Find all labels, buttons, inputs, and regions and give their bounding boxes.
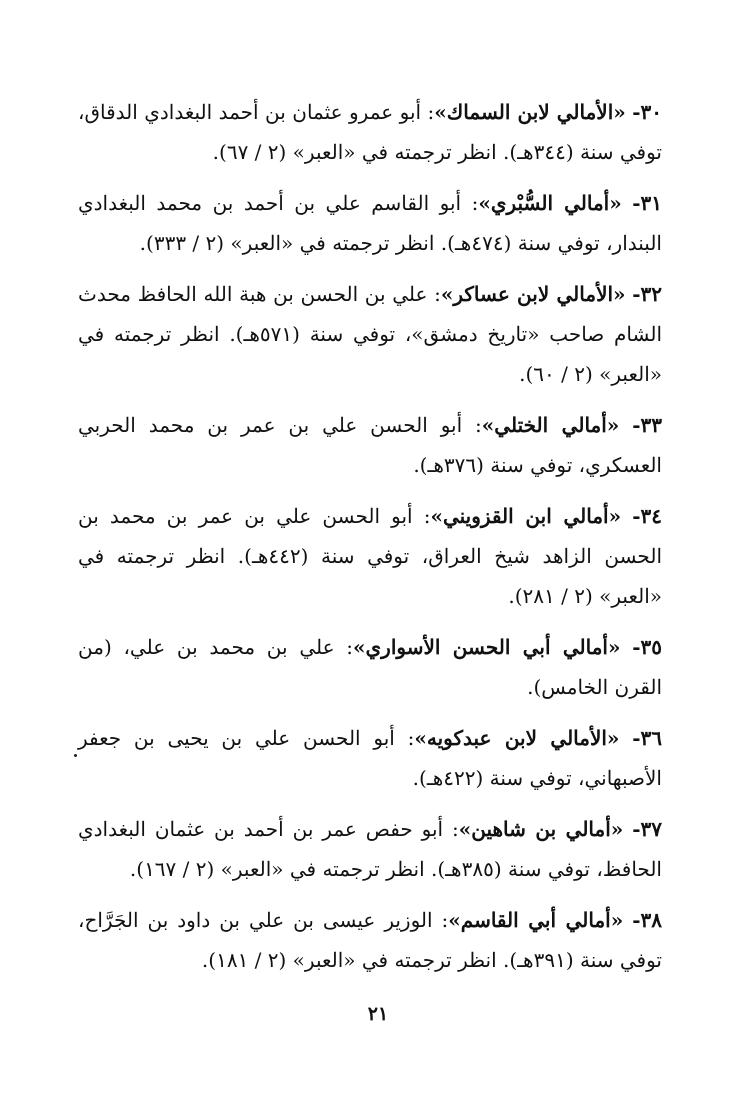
entry-33 [78, 405, 662, 485]
entry-title: «الأمالي لابن عساكر» [440, 282, 626, 306]
entry-text: : أبو الحسن علي بن يحيى بن جعفر الأصبهاني، توفي سنة (٤٢٢هـ). [78, 726, 662, 790]
entry-title: «أمالي الختلي» [481, 413, 620, 437]
entry-text: : أبو الحسن علي بن عمر بن محمد الحربي العسكري، توفي سنة (٣٧٦هـ). [78, 413, 662, 477]
entry-text: : أبو القاسم علي بن أحمد بن محمد البغدادي البندار، توفي سنة (٤٧٤هـ). انظر ترجمته في «العبر» (٢ / ٣٣٣). [78, 191, 662, 255]
entry-36 [78, 718, 662, 798]
entry-text: : أبو عمرو عثمان بن أحمد البغدادي الدقاق، توفي سنة (٣٤٤هـ). انظر ترجمته في «العبر» (٢ / ٦٧). [78, 100, 662, 164]
entry-title: «أمالي أبي الحسن الأسواري» [353, 635, 621, 659]
entry-38 [78, 900, 662, 980]
entry-number: ٣٧- [632, 817, 663, 841]
amali-entries-list [78, 92, 662, 991]
entry-title: «الأمالي لابن عبدكويه» [414, 726, 620, 750]
entry-text: : علي بن محمد بن علي، (من القرن الخامس). [78, 635, 662, 699]
entry-text: : أبو حفص عمر بن أحمد بن عثمان البغدادي الحافظ، توفي سنة (٣٨٥هـ). انظر ترجمته في «العبر» (٢ / ١٦٧). [78, 817, 662, 881]
page-number: ٢١ [367, 1003, 389, 1025]
entry-35 [78, 627, 662, 707]
entry-text: : علي بن الحسن بن هبة الله الحافظ محدث الشام صاحب «تاريخ دمشق»، توفي سنة (٥٧١هـ). انظر ترجمته في «العبر» (٢ / ٦٠). [78, 282, 662, 386]
entry-text: : أبو الحسن علي بن عمر بن محمد بن الحسن الزاهد شيخ العراق، توفي سنة (٤٤٢هـ). انظر ترجمته في «العبر» (٢ / ٢٨١). [78, 504, 662, 608]
entry-34 [78, 496, 662, 616]
entry-title: «أمالي السُّبْري» [478, 191, 622, 215]
entry-37 [78, 809, 662, 889]
entry-title: «أمالي بن شاهين» [458, 817, 624, 841]
entry-number: ٣٥- [632, 635, 663, 659]
entry-number: ٣٣- [632, 413, 662, 437]
entry-title: «أمالي ابن القزويني» [430, 504, 622, 528]
entry-title: «الأمالي لابن السماك» [434, 100, 626, 124]
entry-title: «أمالي أبي القاسم» [448, 908, 624, 932]
entry-30 [78, 92, 662, 172]
entry-number: ٣٤- [632, 504, 662, 528]
entry-text: : الوزير عيسى بن علي بن داود بن الجَرَّاح، توفي سنة (٣٩١هـ). انظر ترجمته في «العبر» (٢ / ١٨١). [78, 908, 662, 972]
entry-32 [78, 274, 662, 394]
entry-31 [78, 183, 662, 263]
entry-number: ٣١- [632, 191, 663, 215]
entry-number: ٣٢- [632, 282, 662, 306]
entry-number: ٣٦- [632, 726, 663, 750]
scan-speck [74, 754, 77, 757]
entry-number: ٣٨- [632, 908, 663, 932]
entry-number: ٣٠- [632, 100, 663, 124]
